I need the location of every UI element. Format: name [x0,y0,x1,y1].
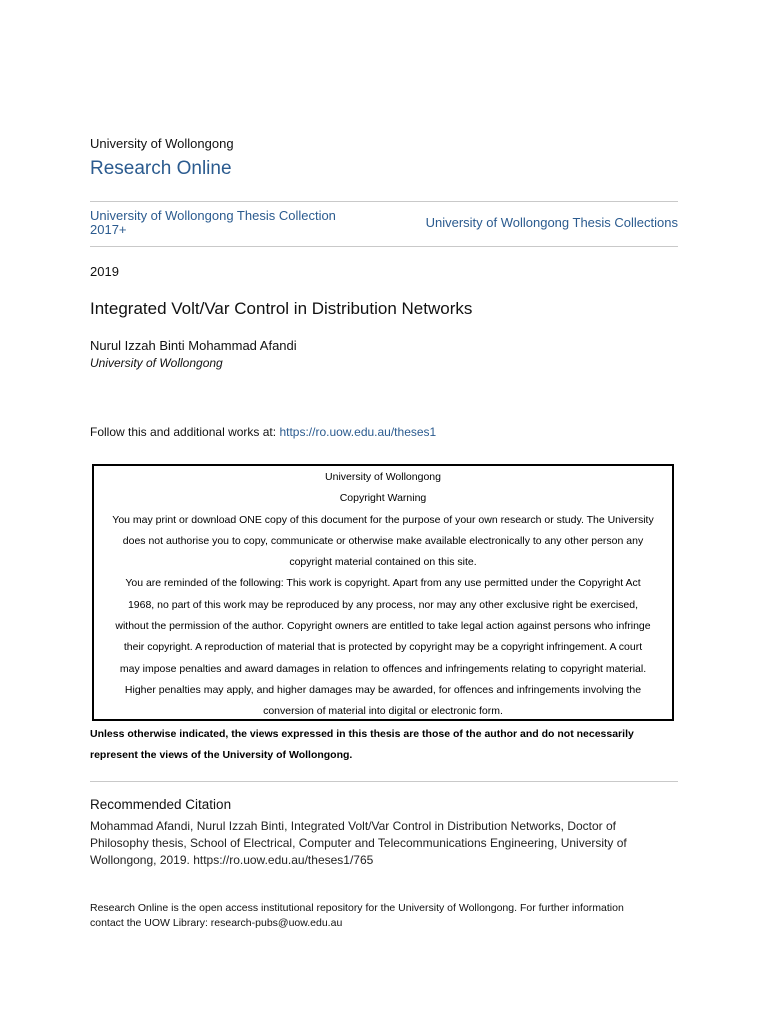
divider-top [90,201,678,202]
theses-link[interactable]: https://ro.uow.edu.au/theses1 [279,425,437,439]
footer-line2: contact the UOW Library: research-pubs@uow.edu.au [90,917,343,929]
warning-line: You are reminded of the following: This work is copyright. Apart from any use permitted under the Copyright Act [125,577,641,590]
divider-bottom [90,781,678,782]
warning-line: conversion of material into digital or electronic form. [263,705,503,718]
collection-link-left[interactable] [90,209,370,237]
warning-line: Copyright Warning [339,492,427,505]
disclaimer-line2: represent the views of the University of Wollongong. [90,749,353,762]
warning-line: does not authorise you to copy, communicate or otherwise make available electronically to any other person any [122,534,644,547]
warning-line: their copyright. A reproduction of material that is protected by copyright may be a copyright infringement. A court [123,641,643,654]
warning-line: Higher penalties may apply, and higher damages may be awarded, for offences and infringements involving the [124,683,642,696]
follow-text: Follow this and additional works at: [90,425,280,439]
follow-line [90,425,436,439]
collection-left-line1: University of Wollongong Thesis Collection [90,208,336,223]
recommended-citation-heading: Recommended Citation [90,797,232,812]
warning-line: copyright material contained on this site. [289,556,477,569]
citation-line1: Mohammad Afandi, Nurul Izzah Binti, Integrated Volt/Var Control in Distribution Networks, Doctor of [90,819,617,833]
collection-left-line2: 2017+ [90,222,127,237]
author-affiliation: University of Wollongong [90,356,223,370]
copyright-warning-box [92,464,674,721]
footer-line1: Research Online is the open access institutional repository for the University of Wollongong. For further information [90,902,624,914]
thesis-title: Integrated Volt/Var Control in Distribution Networks [90,299,473,318]
disclaimer-line1: Unless otherwise indicated, the views expressed in this thesis are those of the author and do not necessarily [90,728,634,740]
warning-line: 1968, no part of this work may be reproduced by any process, nor may any other exclusive right be exercised, [127,598,639,611]
divider-middle [90,246,678,247]
collection-link-right[interactable]: University of Wollongong Thesis Collections [425,215,678,230]
warning-line: University of Wollongong [325,471,441,483]
warning-line: You may print or download ONE copy of this document for the purpose of your own research or study. The University [112,513,654,526]
warning-line: without the permission of the author. Copyright owners are entitled to take legal action against persons who infringe [115,620,651,633]
citation-line3: Wollongong, 2019. https://ro.uow.edu.au/theses1/765 [90,853,374,867]
citation-line2: Philosophy thesis, School of Electrical, Computer and Telecommunications Engineering, University of [90,836,627,850]
institution-name: University of Wollongong [90,136,234,151]
recommended-citation-text [90,818,678,869]
warning-line: may impose penalties and award damages in relation to offences and infringements relating to copyright material. [119,662,647,675]
repository-footer-note [90,901,678,931]
author-name: Nurul Izzah Binti Mohammad Afandi [90,338,297,353]
thesis-year: 2019 [90,264,119,279]
views-disclaimer [90,724,678,767]
research-online-link[interactable]: Research Online [90,158,232,179]
